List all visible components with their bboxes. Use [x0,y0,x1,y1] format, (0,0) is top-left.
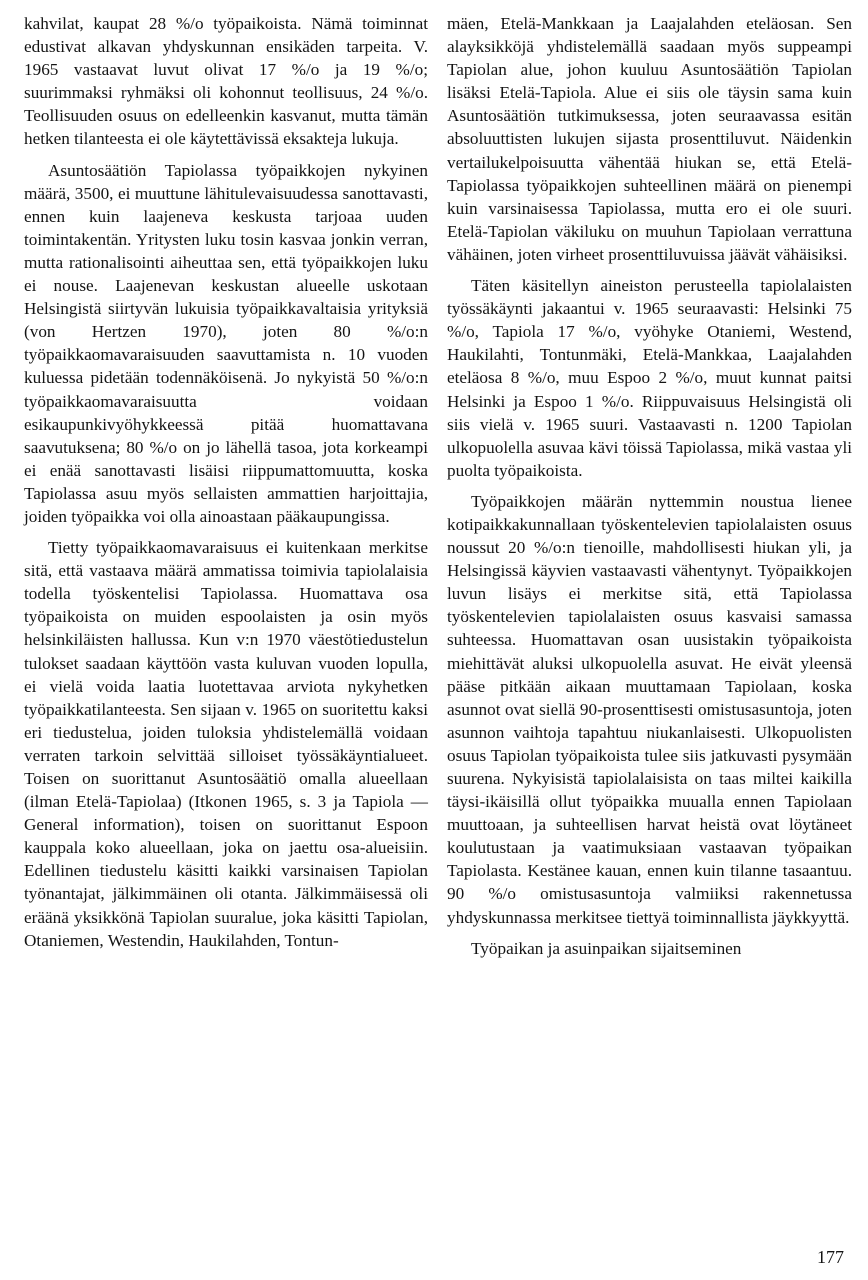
paragraph: kahvilat, kaupat 28 %/o työpaikoista. Nämä toiminnat edustivat alkavan yhdyskunnan ensikäden tarpeita. V. 1965 vastaavat luvut olivat 17 %/o ja 19 %/o; suurimmaksi ryhmäksi oli kohonnut teollisuus, 24 %/o. Teollisuuden osuus on edelleenkin kasvanut, mutta tämän hetken tilanteesta ei ole käytettävissä eksakteja lukuja. [24,14,428,149]
paragraph: Työpaikkojen määrän nyttemmin noustua lienee kotipaikkakunnallaan työskentelevien tapiolalaisten osuus noussut 20 %/o:n tienoille, mahdollisesti hiukan yli, ja Helsingissä käyvien vastaavasti vähentynyt. Työpaikkojen luvun lisäys ei merkitse sitä, että Tapiolassa työskentelevien tapiolalaisten osuus kasvaisi samassa suhteessa. Huomattavan osan uusistakin työpaikoista miehittävät aluksi ulkopuolella asuvat. He eivät yleensä pääse pitkään aikaan muuttamaan Tapiolaan, koska asunnot ovat siellä 90-prosenttisesti omistusasuntoja, joten asunnon vaihtoja tapahtuu niukanlaisesti. Ulkopuolisten osuus Tapiolan työpaikoista tulee siis jatkuvasti pysymään suurena. Nykyisistä tapiolalaisista on taas miltei kaikilla täysi-ikäisillä ollut työpaikka muualla ennen Tapiolaan muuttoaan, ja suhteellisen harvat heistä ovat löytäneet koulutustaan ja vaatimuksiaan vastaavan työpaikan Tapiolasta. Kestänee kauan, ennen kuin tilanne tasaantuu. 90 %/o omistusasuntoja valmiiksi rakennetussa yhdyskunnassa merkitsee tiettyä toiminnallista jäykkyyttä. [447,491,852,927]
paragraph: Tietty työpaikkaomavaraisuus ei kuitenkaan merkitse sitä, että vastaava määrä ammatissa toimivia tapiolalaisia todella työskentelisi Tapiolassa. Huomattava osa työpaikoista on muiden espoolaisten ja osin myös helsinkiläisten hallussa. Kun v:n 1970 väestötiedustelun tulokset saadaan käyttöön vasta kuluvan vuoden lopulla, ei vielä voida laatia luotettavaa arviota nykyhetken työpaikkatilanteesta. Sen sijaan v. 1965 on suoritettu kaksi eri tiedustelua, joiden tuloksia yhdistelemällä voidaan verraten tarkoin selvittää silloiset työssäkäyntialueet. Toisen on suorittanut Asuntosäätiö omalla alueellaan (ilman Etelä-Tapiolaa) (Itkonen 1965, s. 3 ja Tapiola — General information), toisen on suorittanut Espoon kauppala koko alueellaan, joka on jaettu osa-alueisiin. Edellinen tiedustelu käsitti kaikki varsinaisen Tapiolan työnantajat, jälkimmäinen oli otanta. Jälkimmäisessä oli eräänä yksikkönä Tapiolan suuralue, joka käsitti Tapiolan, Otaniemen, Westendin, Haukilahden, Tontun- [24,538,428,950]
paragraph: Täten käsitellyn aineiston perusteella tapiolalaisten työssäkäynti jakaantui v. 1965 seuraavasti: Helsinki 75 %/o, Tapiola 17 %/o, vyöhyke Otaniemi, Westend, Haukilahti, Tontunmäki, Etelä-Mankkaa, Laajalahden eteläosa 8 %/o, muu Espoo 2 %/o, muut kunnat paitsi Helsinki ja Espoo 1 %/o. Riippuvaisuus Helsingistä oli siis vielä v. 1965 suuri. Vastaavasti n. 1200 Tapiolan ulkopuolella asuvaa kävi töissä Tapiolassa, mikä vastaa yli puolta työpaikoista. [447,276,852,480]
paragraph: Työpaikan ja asuinpaikan sijaitseminen [471,938,742,958]
left-text-column [24,12,428,960]
right-text-column [447,12,852,968]
paragraph: Asuntosäätiön Tapiolassa työpaikkojen nykyinen määrä, 3500, ei muuttune lähitulevaisuudessa sanottavasti, ennen kuin laajeneva keskusta tarjoaa uuden toimintakentän. Yritysten luku tosin kasvaa jonkin verran, mutta rationalisointi aiheuttaa sen, että työpaikkojen luku ei nouse. Laajenevan keskustan alueelle uskotaan Helsingistä siirtyvän lukuisia työpaikkavaltaisia yrityksiä (von Hertzen 1970), joten 80 %/o:n työpaikkaomavaraisuuden saavuttamista n. 10 vuoden kuluessa pidetään todennäköisenä. Jo nykyistä 50 %/o:n työpaikkaomavaraisuutta voidaan esikaupunkivyöhykkeessä pitää huomattavana saavutuksena; 80 %/o on jo lähellä tasoa, jota korkeampi ei enää sanottavasti lisäisi riippumattomuutta, koska Tapiolassa asuu myös sellaisten ammattien harjoittajia, joiden työpaikka voi olla ainoastaan pääkaupungissa. [24,160,428,526]
page-number: 177 [817,1247,844,1267]
paragraph: mäen, Etelä-Mankkaan ja Laajalahden eteläosan. Sen alayksikköjä yhdistelemällä saadaan myös suppeampi Tapiolan alue, johon kuuluu Asuntosäätiön Tapiolan lisäksi Etelä-Tapiola. Alue ei siis ole täysin sama kuin Asuntosäätiön tutkimuksessa, joten seuraavassa esitän absoluuttisten lukujen sijasta prosenttiluvut. Näidenkin vertailukelpoisuutta vähentää hiukan se, että Etelä-Tapiolassa työpaikkojen suhteellinen määrä on pienempi kuin varsinaisessa Tapiolassa, mutta ero ei ole suuri. Etelä-Tapiolan väkiluku on muuhun Tapiolaan verrattuna vähäinen, joten virheet prosenttiluvuissa jäävät vähäisiksi. [447,14,852,264]
